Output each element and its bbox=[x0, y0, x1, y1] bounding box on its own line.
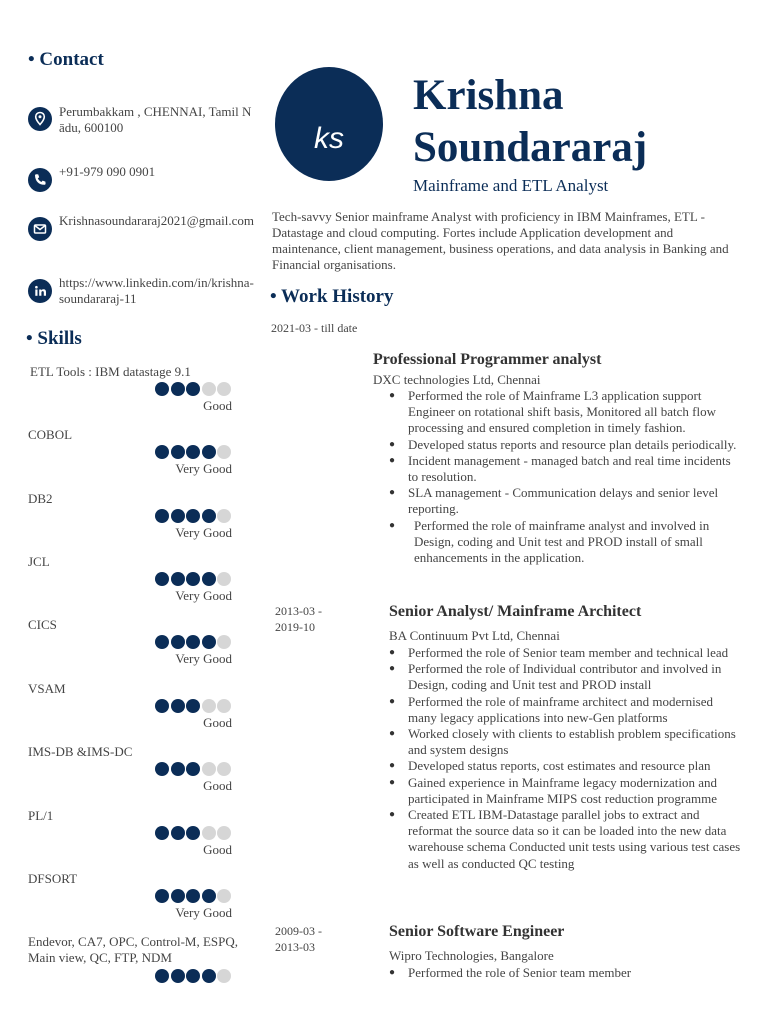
rating-dot-filled bbox=[202, 969, 216, 983]
rating-dot-empty bbox=[217, 445, 231, 459]
rating-dot-filled bbox=[155, 826, 169, 840]
skill-rating bbox=[155, 699, 233, 713]
job-date: 2009-03 - 2013-03 bbox=[275, 924, 322, 954]
skill-name: DFSORT bbox=[28, 871, 78, 886]
skill-rating bbox=[155, 969, 233, 983]
skill-name: JCL bbox=[28, 554, 50, 569]
skill-name: IMS-DB &IMS-DC bbox=[28, 744, 133, 759]
list-item: ● Performed the role of Mainframe L3 application support Engineer on rotational shift basis, Monitored all batch flow processing and ensured completion in timely fashion. bbox=[389, 388, 739, 437]
skill-item bbox=[28, 554, 238, 614]
skill-name: COBOL bbox=[28, 427, 73, 442]
skill-level: Very Good bbox=[175, 588, 232, 603]
rating-dot-filled bbox=[186, 826, 200, 840]
linkedin-icon bbox=[28, 279, 52, 303]
avatar-initials: ks bbox=[314, 122, 344, 155]
rating-dot-filled bbox=[171, 445, 185, 459]
rating-dot-filled bbox=[155, 635, 169, 649]
skill-level: Very Good bbox=[175, 525, 232, 540]
rating-dot-empty bbox=[217, 635, 231, 649]
skill-rating bbox=[155, 889, 233, 903]
rating-dot-filled bbox=[186, 969, 200, 983]
contact-address: Perumbakkam , CHENNAI, Tamil Nādu, 600100 bbox=[28, 104, 248, 140]
contact-phone[interactable]: +91-979 090 0901 bbox=[28, 164, 248, 194]
rating-dot-filled bbox=[155, 699, 169, 713]
rating-dot-filled bbox=[171, 699, 185, 713]
job-title: Professional Programmer analyst bbox=[373, 351, 602, 368]
job-company: DXC technologies Ltd, Chennai bbox=[373, 372, 541, 387]
job-bullets bbox=[389, 645, 741, 872]
list-item: ● Performed the role of Individual contributor and involved in Design, coding and Unit test and PROD install bbox=[389, 661, 741, 693]
skill-rating bbox=[155, 509, 233, 523]
list-item: ● Performed the role of mainframe architect and modernised many legacy applications into new-Gen platforms bbox=[389, 694, 741, 726]
skill-rating bbox=[155, 572, 233, 586]
skill-item bbox=[28, 364, 238, 424]
rating-dot-filled bbox=[186, 889, 200, 903]
contact-heading: • Contact bbox=[28, 49, 104, 70]
job-company: BA Continuum Pvt Ltd, Chennai bbox=[389, 628, 560, 643]
skill-name: PL/1 bbox=[28, 808, 54, 823]
rating-dot-filled bbox=[155, 445, 169, 459]
skill-level: Good bbox=[203, 778, 232, 793]
job-bullets bbox=[389, 388, 739, 566]
profile-summary: Tech-savvy Senior mainframe Analyst with proficiency in IBM Mainframes, ETL - Datastage and cloud computing. Fortes include Application development and maintenance, client management, business operations, and data analysis in Banking and Financial organisations. bbox=[272, 209, 729, 272]
skill-level: Good bbox=[203, 715, 232, 730]
rating-dot-filled bbox=[186, 382, 200, 396]
list-item: ● Performed the role of Senior team member and technical lead bbox=[389, 645, 741, 661]
list-item: ● Performed the role of mainframe analyst and involved in Design, coding and Unit test and PROD install of small enhancements in the application. bbox=[389, 518, 714, 567]
rating-dot-empty bbox=[217, 572, 231, 586]
skill-name: ETL Tools : IBM datastage 9.1 bbox=[30, 364, 191, 379]
rating-dot-filled bbox=[186, 572, 200, 586]
rating-dot-empty bbox=[217, 509, 231, 523]
candidate-title: Mainframe and ETL Analyst bbox=[413, 176, 609, 195]
skill-item bbox=[28, 744, 238, 804]
job-title: Senior Analyst/ Mainframe Architect bbox=[389, 603, 642, 620]
skill-rating bbox=[155, 382, 233, 396]
work-history-heading: • Work History bbox=[270, 286, 394, 307]
rating-dot-filled bbox=[186, 445, 200, 459]
rating-dot-empty bbox=[217, 889, 231, 903]
skill-item bbox=[28, 617, 238, 677]
avatar bbox=[275, 67, 383, 181]
skill-level: Good bbox=[203, 398, 232, 413]
rating-dot-filled bbox=[171, 762, 185, 776]
skill-rating bbox=[155, 762, 233, 776]
rating-dot-filled bbox=[171, 635, 185, 649]
list-item: ● Incident management - managed batch and real time incidents to resolution. bbox=[389, 453, 739, 485]
rating-dot-filled bbox=[171, 509, 185, 523]
skill-rating bbox=[155, 445, 233, 459]
rating-dot-empty bbox=[202, 826, 216, 840]
rating-dot-empty bbox=[217, 826, 231, 840]
list-item: ● Gained experience in Mainframe legacy modernization and participated in Mainframe MIPS cost reduction programme bbox=[389, 775, 741, 807]
rating-dot-empty bbox=[217, 969, 231, 983]
skill-rating bbox=[155, 826, 233, 840]
rating-dot-empty bbox=[202, 382, 216, 396]
skill-level: Very Good bbox=[175, 651, 232, 666]
contact-linkedin[interactable]: https://www.linkedin.com/in/krishna-soundararaj-11 bbox=[28, 275, 248, 311]
job-title: Senior Software Engineer bbox=[389, 923, 565, 940]
skill-item bbox=[28, 871, 238, 931]
list-item: ● Performed the role of Senior team member bbox=[389, 965, 741, 981]
skill-item bbox=[28, 808, 238, 868]
rating-dot-empty bbox=[217, 382, 231, 396]
rating-dot-filled bbox=[202, 635, 216, 649]
job-date: 2013-03 - 2019-10 bbox=[275, 604, 322, 634]
email-icon bbox=[28, 217, 52, 241]
skills-heading: • Skills bbox=[26, 328, 82, 349]
rating-dot-filled bbox=[171, 969, 185, 983]
rating-dot-filled bbox=[171, 889, 185, 903]
rating-dot-filled bbox=[186, 509, 200, 523]
list-item: ● Developed status reports and resource plan details periodically. bbox=[389, 437, 739, 453]
rating-dot-filled bbox=[186, 699, 200, 713]
phone-icon bbox=[28, 168, 52, 192]
skill-name: Endevor, CA7, OPC, Control-M, ESPQ, Main view, QC, FTP, NDM bbox=[28, 934, 239, 965]
rating-dot-filled bbox=[171, 572, 185, 586]
skill-level: Very Good bbox=[175, 461, 232, 476]
skill-name: DB2 bbox=[28, 491, 53, 506]
contact-email[interactable]: Krishnasoundararaj2021@gmail.com bbox=[28, 213, 248, 249]
rating-dot-filled bbox=[202, 509, 216, 523]
rating-dot-filled bbox=[186, 635, 200, 649]
job-bullets bbox=[389, 965, 741, 981]
rating-dot-filled bbox=[202, 889, 216, 903]
rating-dot-empty bbox=[202, 762, 216, 776]
skill-item bbox=[28, 681, 238, 741]
skill-level: Good bbox=[203, 842, 232, 857]
rating-dot-filled bbox=[155, 509, 169, 523]
location-pin-icon bbox=[28, 107, 52, 131]
list-item: ● Worked closely with clients to establish problem specifications and system designs bbox=[389, 726, 741, 758]
list-item: ● Created ETL IBM-Datastage parallel jobs to extract and reformat the source data so it can be loaded into the new data warehouse schema Conducted unit tests using various test cases as well as conducted QC testing bbox=[389, 807, 741, 872]
rating-dot-empty bbox=[217, 699, 231, 713]
rating-dot-filled bbox=[202, 572, 216, 586]
rating-dot-empty bbox=[202, 699, 216, 713]
skill-name: VSAM bbox=[28, 681, 66, 696]
list-item: ● Developed status reports, cost estimates and resource plan bbox=[389, 758, 741, 774]
skill-name: CICS bbox=[28, 617, 57, 632]
job-company: Wipro Technologies, Bangalore bbox=[389, 948, 554, 963]
rating-dot-filled bbox=[171, 826, 185, 840]
rating-dot-empty bbox=[217, 762, 231, 776]
rating-dot-filled bbox=[155, 969, 169, 983]
skill-item bbox=[28, 491, 238, 551]
list-item: ● SLA management - Communication delays and senior level reporting. bbox=[389, 485, 739, 517]
rating-dot-filled bbox=[155, 889, 169, 903]
rating-dot-filled bbox=[202, 445, 216, 459]
skill-rating bbox=[155, 635, 233, 649]
rating-dot-filled bbox=[171, 382, 185, 396]
skill-item bbox=[28, 934, 238, 994]
rating-dot-filled bbox=[155, 762, 169, 776]
rating-dot-filled bbox=[155, 382, 169, 396]
skill-item bbox=[28, 427, 238, 487]
skill-level: Very Good bbox=[175, 905, 232, 920]
rating-dot-filled bbox=[186, 762, 200, 776]
job-date: 2021-03 - till date bbox=[271, 321, 358, 335]
candidate-name: Krishna Soundararaj bbox=[413, 72, 648, 171]
rating-dot-filled bbox=[155, 572, 169, 586]
